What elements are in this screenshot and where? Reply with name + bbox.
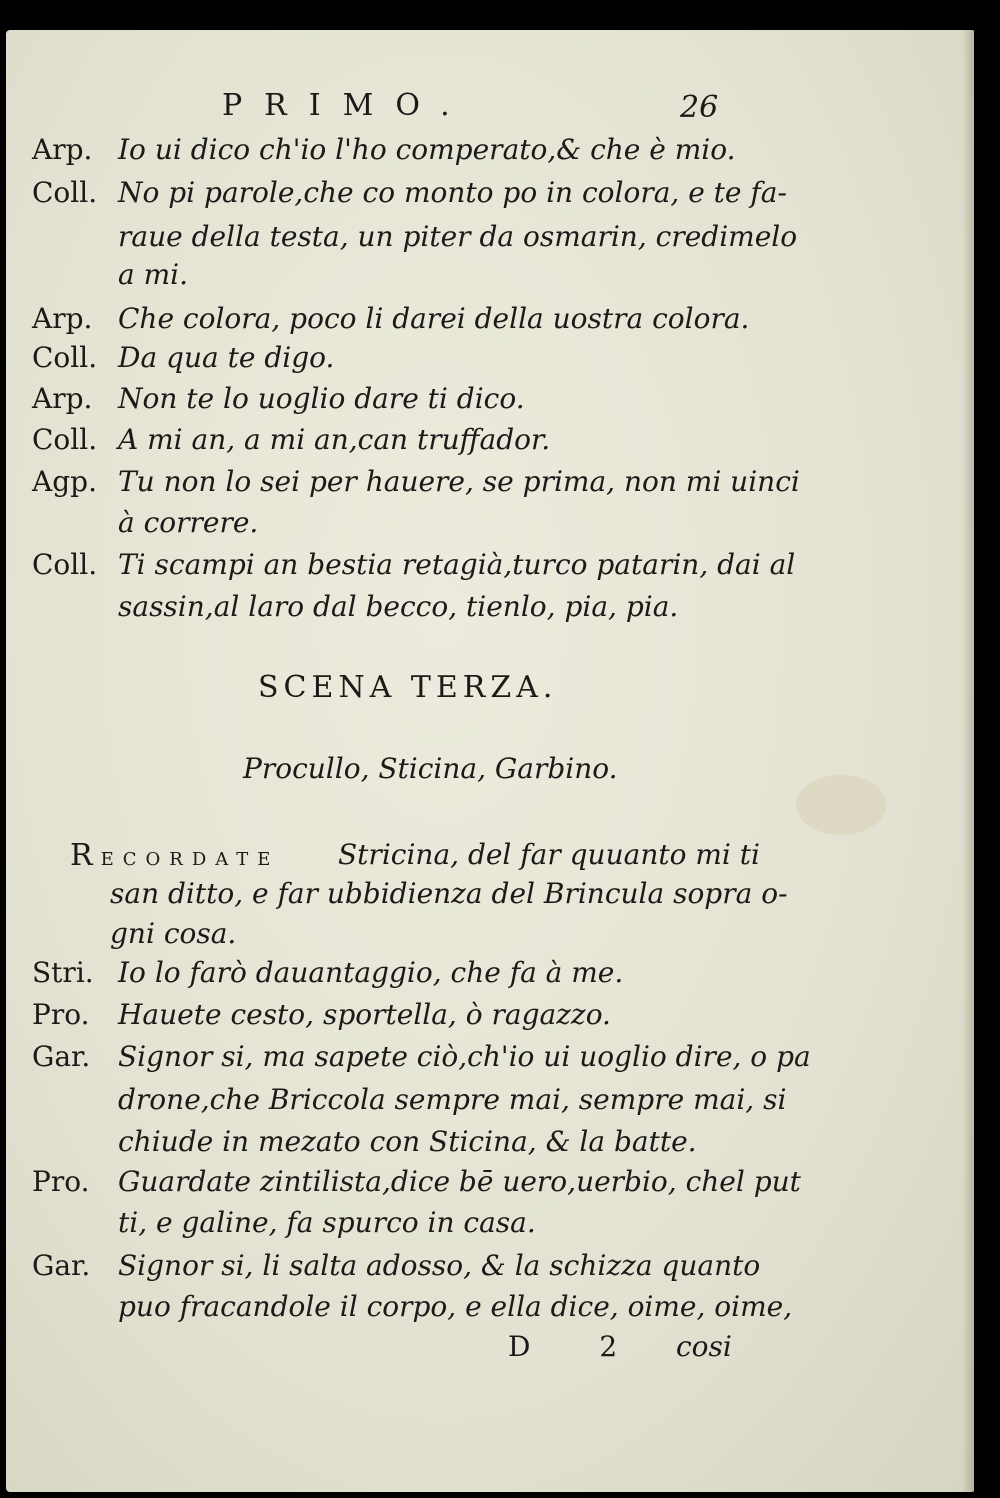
speaker-label: Agp. [32,465,97,498]
dialogue-line: Hauete cesto, sportella, ò ragazzo. [118,998,611,1031]
dialogue-line: Signor si, li salta adosso, & la schizza quanto [118,1249,761,1282]
dialogue-line: chiude in mezato con Sticina, & la batte. [118,1125,697,1158]
dialogue-line: drone,che Briccola sempre mai, sempre mai, si [118,1083,787,1116]
opening-word-rest: ECORDATE [100,849,280,870]
dialogue-line: a mi. [118,258,188,291]
dialogue-line: raue della testa, un piter da osmarin, credimelo [118,220,798,253]
speaker-label: Arp. [32,382,93,415]
catchword: cosi [676,1330,732,1363]
speaker-label: Coll. [32,176,98,209]
dialogue-line: Io lo farò dauantaggio, che fa à me. [118,956,624,989]
opening-line: gni cosa. [110,917,237,950]
speaker-label: Gar. [32,1249,91,1282]
opening-line: san ditto, e far ubbidienza del Brincula sopra o- [110,877,788,910]
dialogue-line: Che colora, poco li darei della uostra colora. [118,302,750,335]
speaker-label: Arp. [32,133,93,166]
opening-word [70,838,279,873]
dialogue-line: No pi parole,che co monto po in colora, e te fa- [118,176,787,209]
speaker-label: Pro. [32,998,90,1031]
dialogue-line: Signor si, ma sapete ciò,ch'io ui uoglio dire, o pa [118,1040,811,1073]
page-number: 26 [680,90,719,125]
dialogue-line: A mi an, a mi an,can truffador. [118,423,551,456]
dialogue-line: puo fracandole il corpo, e ella dice, oime, oime, [118,1290,793,1323]
opening-line: Stricina, del far quuanto mi ti [338,838,760,871]
opening-initial: R [70,838,101,873]
signature-mark: D 2 [508,1330,648,1363]
dialogue-line: Io ui dico ch'io l'ho comperato,& che è mio. [118,133,736,166]
dialogue-line: Guardate zintilista,dice bē uero,uerbio, chel put [118,1165,801,1198]
speaker-label: Gar. [32,1040,91,1073]
dialogue-line: à correre. [118,506,259,539]
scene-cast: Procullo, Sticina, Garbino. [243,752,618,785]
dialogue-line: sassin,al laro dal becco, tienlo, pia, pia. [118,590,679,623]
page-edge-shadow [962,30,974,1492]
speaker-label: Pro. [32,1165,90,1198]
speaker-label: Stri. [32,956,94,989]
speaker-label: Coll. [32,341,98,374]
dialogue-line: Tu non lo sei per hauere, se prima, non mi uinci [118,465,800,498]
speaker-label: Coll. [32,423,98,456]
speaker-label: Arp. [32,302,93,335]
speaker-label: Coll. [32,548,98,581]
scene-heading: SCENA TERZA. [258,670,558,705]
dialogue-line: Ti scampi an bestia retagià,turco patarin, dai al [118,548,796,581]
dialogue-line: Non te lo uoglio dare ti dico. [118,382,525,415]
running-title: PRIMO. [222,88,472,123]
dialogue-line: Da qua te digo. [118,341,335,374]
dialogue-line: ti, e galine, fa spurco in casa. [118,1206,536,1239]
paper-stain [796,775,886,835]
